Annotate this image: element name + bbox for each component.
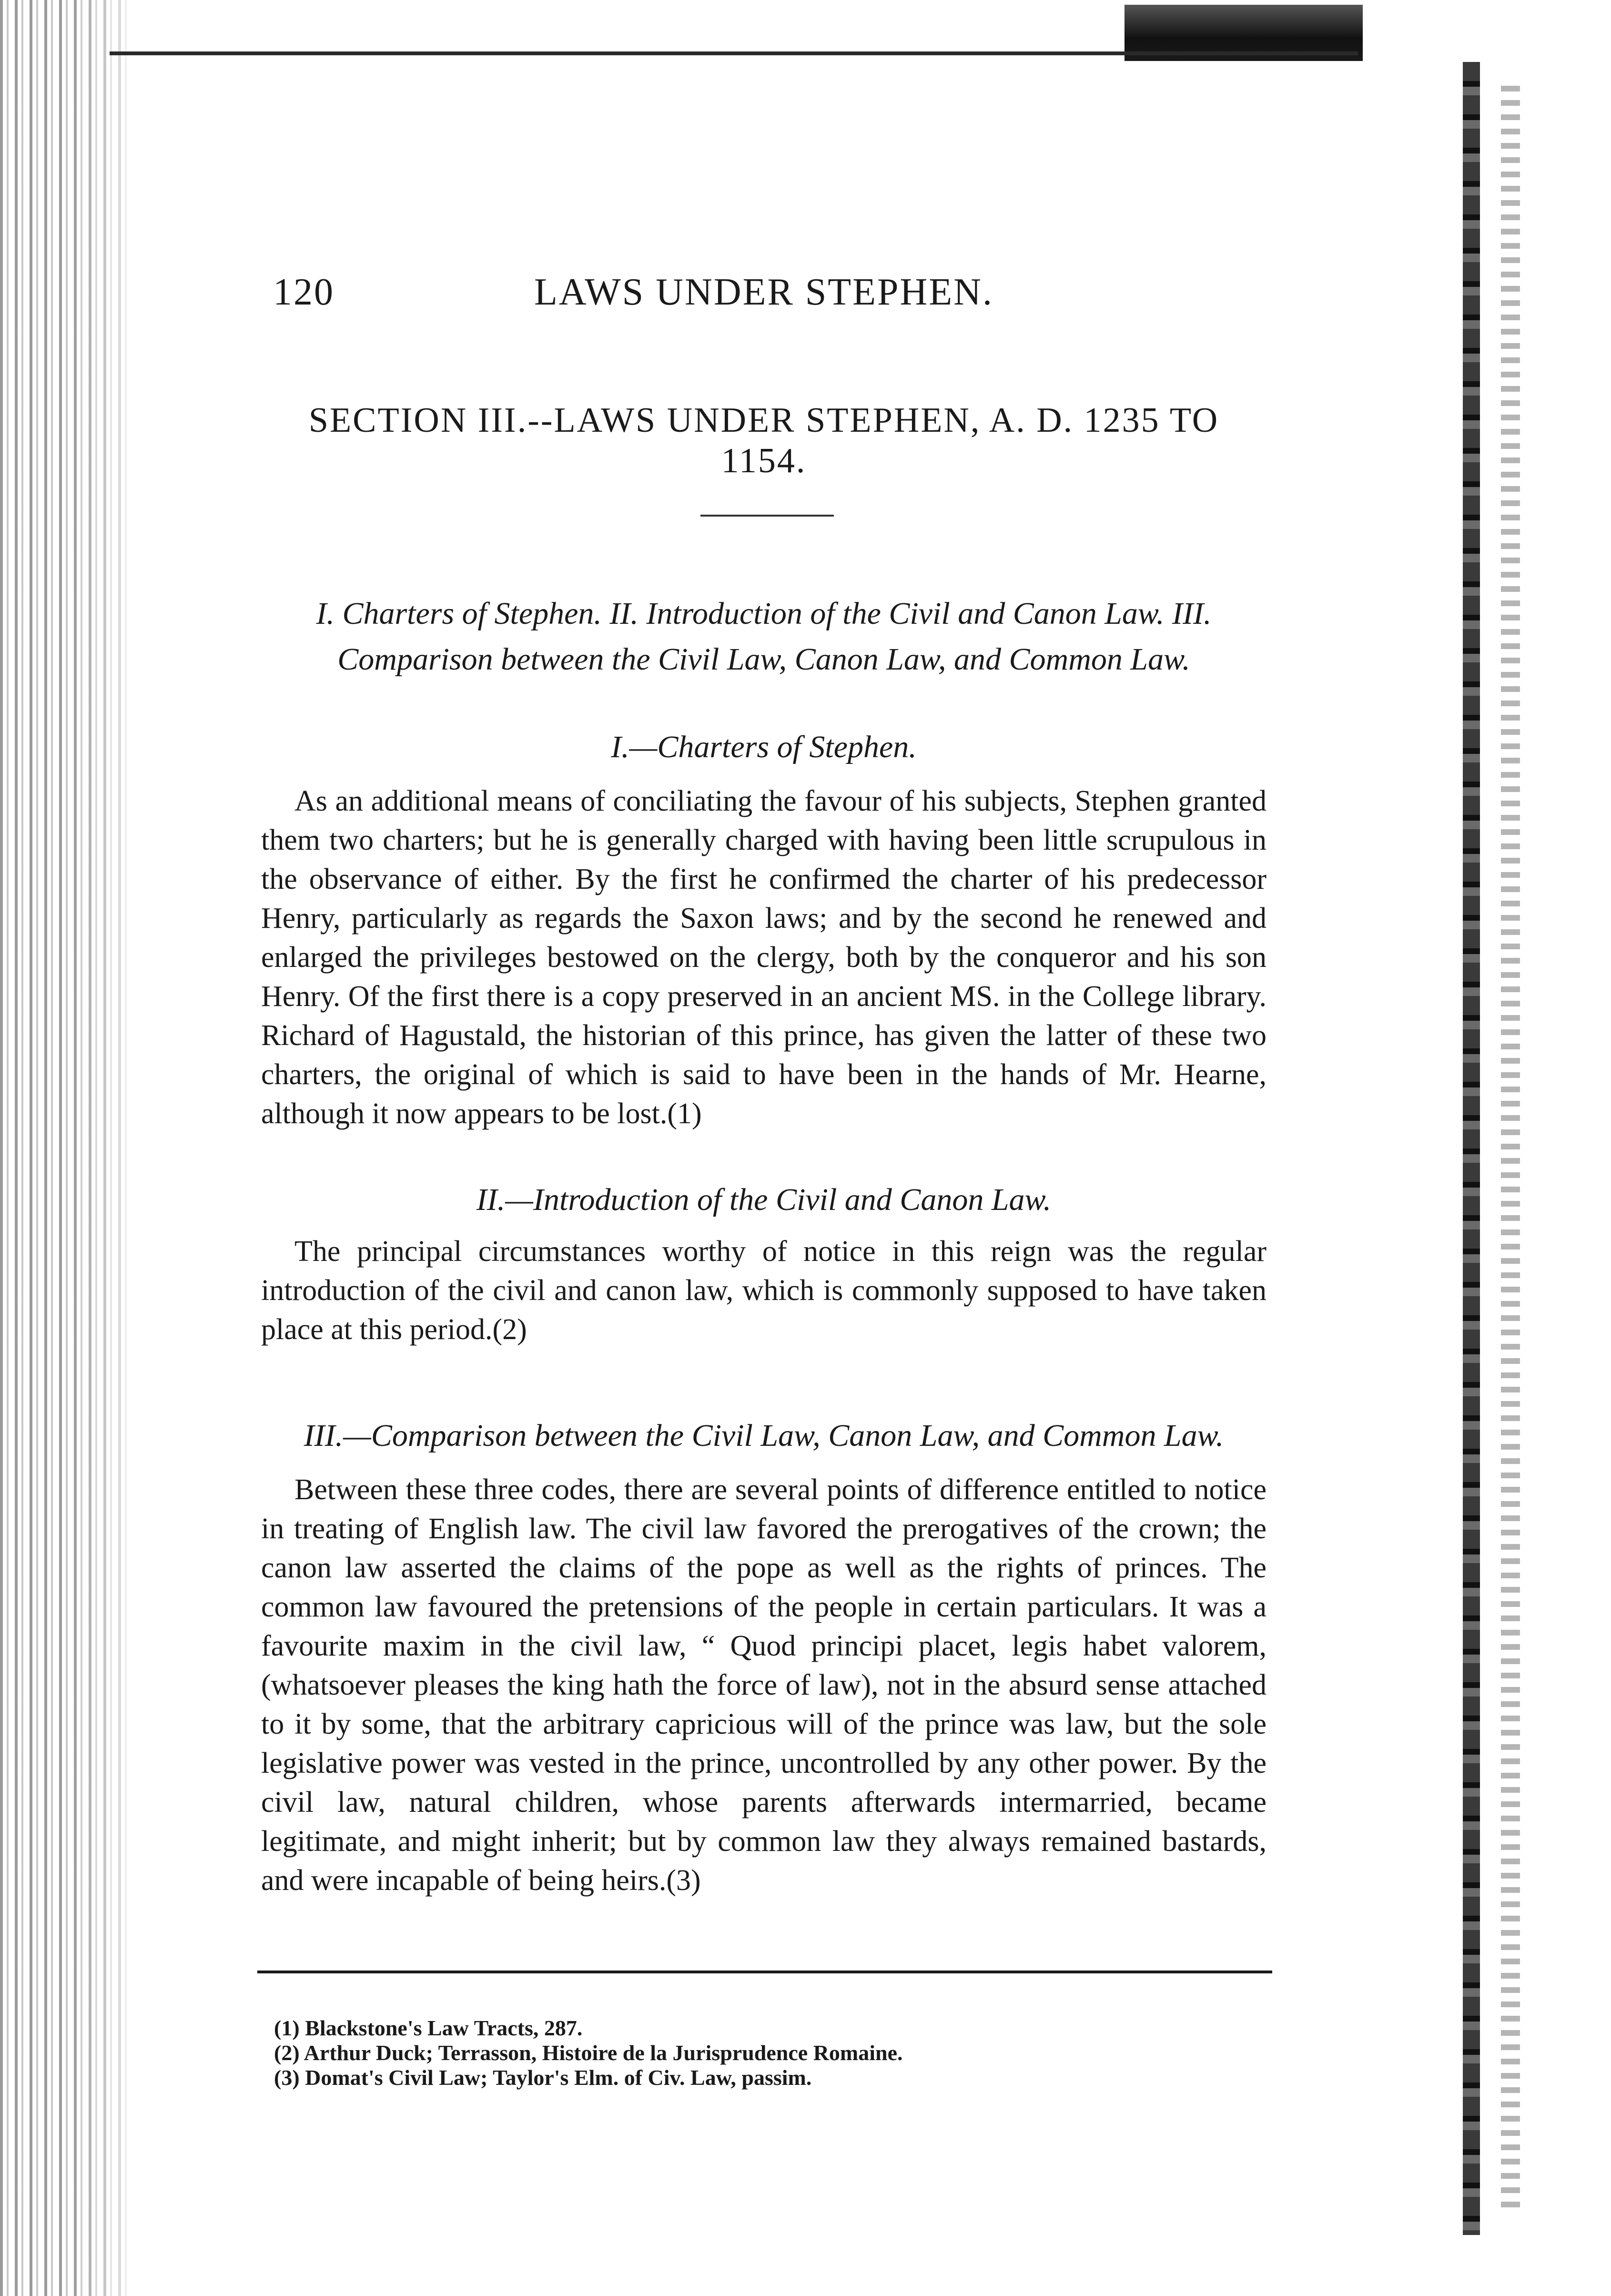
paragraph-charters: As an additional means of conciliating the favour of his subjects, Stephen granted them two charters; but he is generally charged with having been little scrupulous in the observance of either. By the first he confirmed the charter of his predecessor Henry, particularly as regards the Saxon laws; and by the second he renewed and enlarged the privileges bestowed on the clergy, both by the conqueror and his son Henry. Of the first there is a copy preserved in an ancient MS. in the College library. Richard of Hagustald, the historian of this prince, has given the latter of these two charters, the original of which is said to have been in the hands of Mr. Hearne, although it now appears to be lost.(1) <box>261 785 1267 1130</box>
footnote-rule <box>257 1971 1272 1973</box>
scan-right-edge <box>1463 62 1480 2235</box>
heading-charters-of-stephen: I.—Charters of Stephen. <box>611 730 917 764</box>
contents-line-2: Comparison between the Civil Law, Canon Law, and Common Law. <box>337 642 1190 677</box>
section-contents <box>261 591 1267 682</box>
page-number: 120 <box>273 271 334 313</box>
section-title: SECTION III.--LAWS UNDER STEPHEN, A. D. 1235 TO 1154. <box>308 401 1219 480</box>
scan-left-fade <box>71 0 148 2296</box>
footnote-3: (3) Domat's Civil Law; Taylor's Elm. of Civ. Law, passim. <box>274 2065 812 2090</box>
scan-right-edge-thin <box>1501 86 1520 2211</box>
contents-line-1: I. Charters of Stephen. II. Introduction of the Civil and Canon Law. III. <box>316 596 1212 631</box>
scan-top-line <box>110 51 1358 55</box>
divider-rule <box>700 515 834 517</box>
footnote-2: (2) Arthur Duck; Terrasson, Histoire de la Jurisprudence Romaine. <box>274 2041 903 2065</box>
paragraph-introduction: The principal circumstances worthy of notice in this reign was the regular introduction of the civil and canon law, which is commonly supposed to have taken place at this period.(2) <box>261 1235 1267 1346</box>
running-title: LAWS UNDER STEPHEN. <box>534 271 993 313</box>
paragraph-comparison: Between these three codes, there are several points of difference entitled to notice in treating of English law. The civil law favored the prerogatives of the crown; the canon law asserted the claims of the pope as well as the rights of princes. The common law favoured the pretensions of the people in certain particulars. It was a favourite maxim in the civil law, “ Quod principi placet, legis habet valorem, (whatsoever pleases the king hath the force of law), not in the absurd sense attached to it by some, that the arbitrary capricious will of the prince was law, but the sole legislative power was vested in the prince, uncontrolled by any other power. By the civil law, natural children, whose parents afterwards intermarried, became legitimate, and might inherit; but by common law they always remained bastards, and were incapable of being heirs.(3) <box>261 1473 1267 1897</box>
heading-introduction-civil-canon-law: II.—Introduction of the Civil and Canon Law. <box>476 1182 1052 1217</box>
footnote-1: (1) Blackstone's Law Tracts, 287. <box>274 2016 583 2040</box>
footnotes <box>274 2016 1275 2090</box>
running-head <box>261 271 1267 318</box>
heading-comparison-codes: III.—Comparison between the Civil Law, Canon Law, and Common Law. <box>304 1418 1224 1453</box>
